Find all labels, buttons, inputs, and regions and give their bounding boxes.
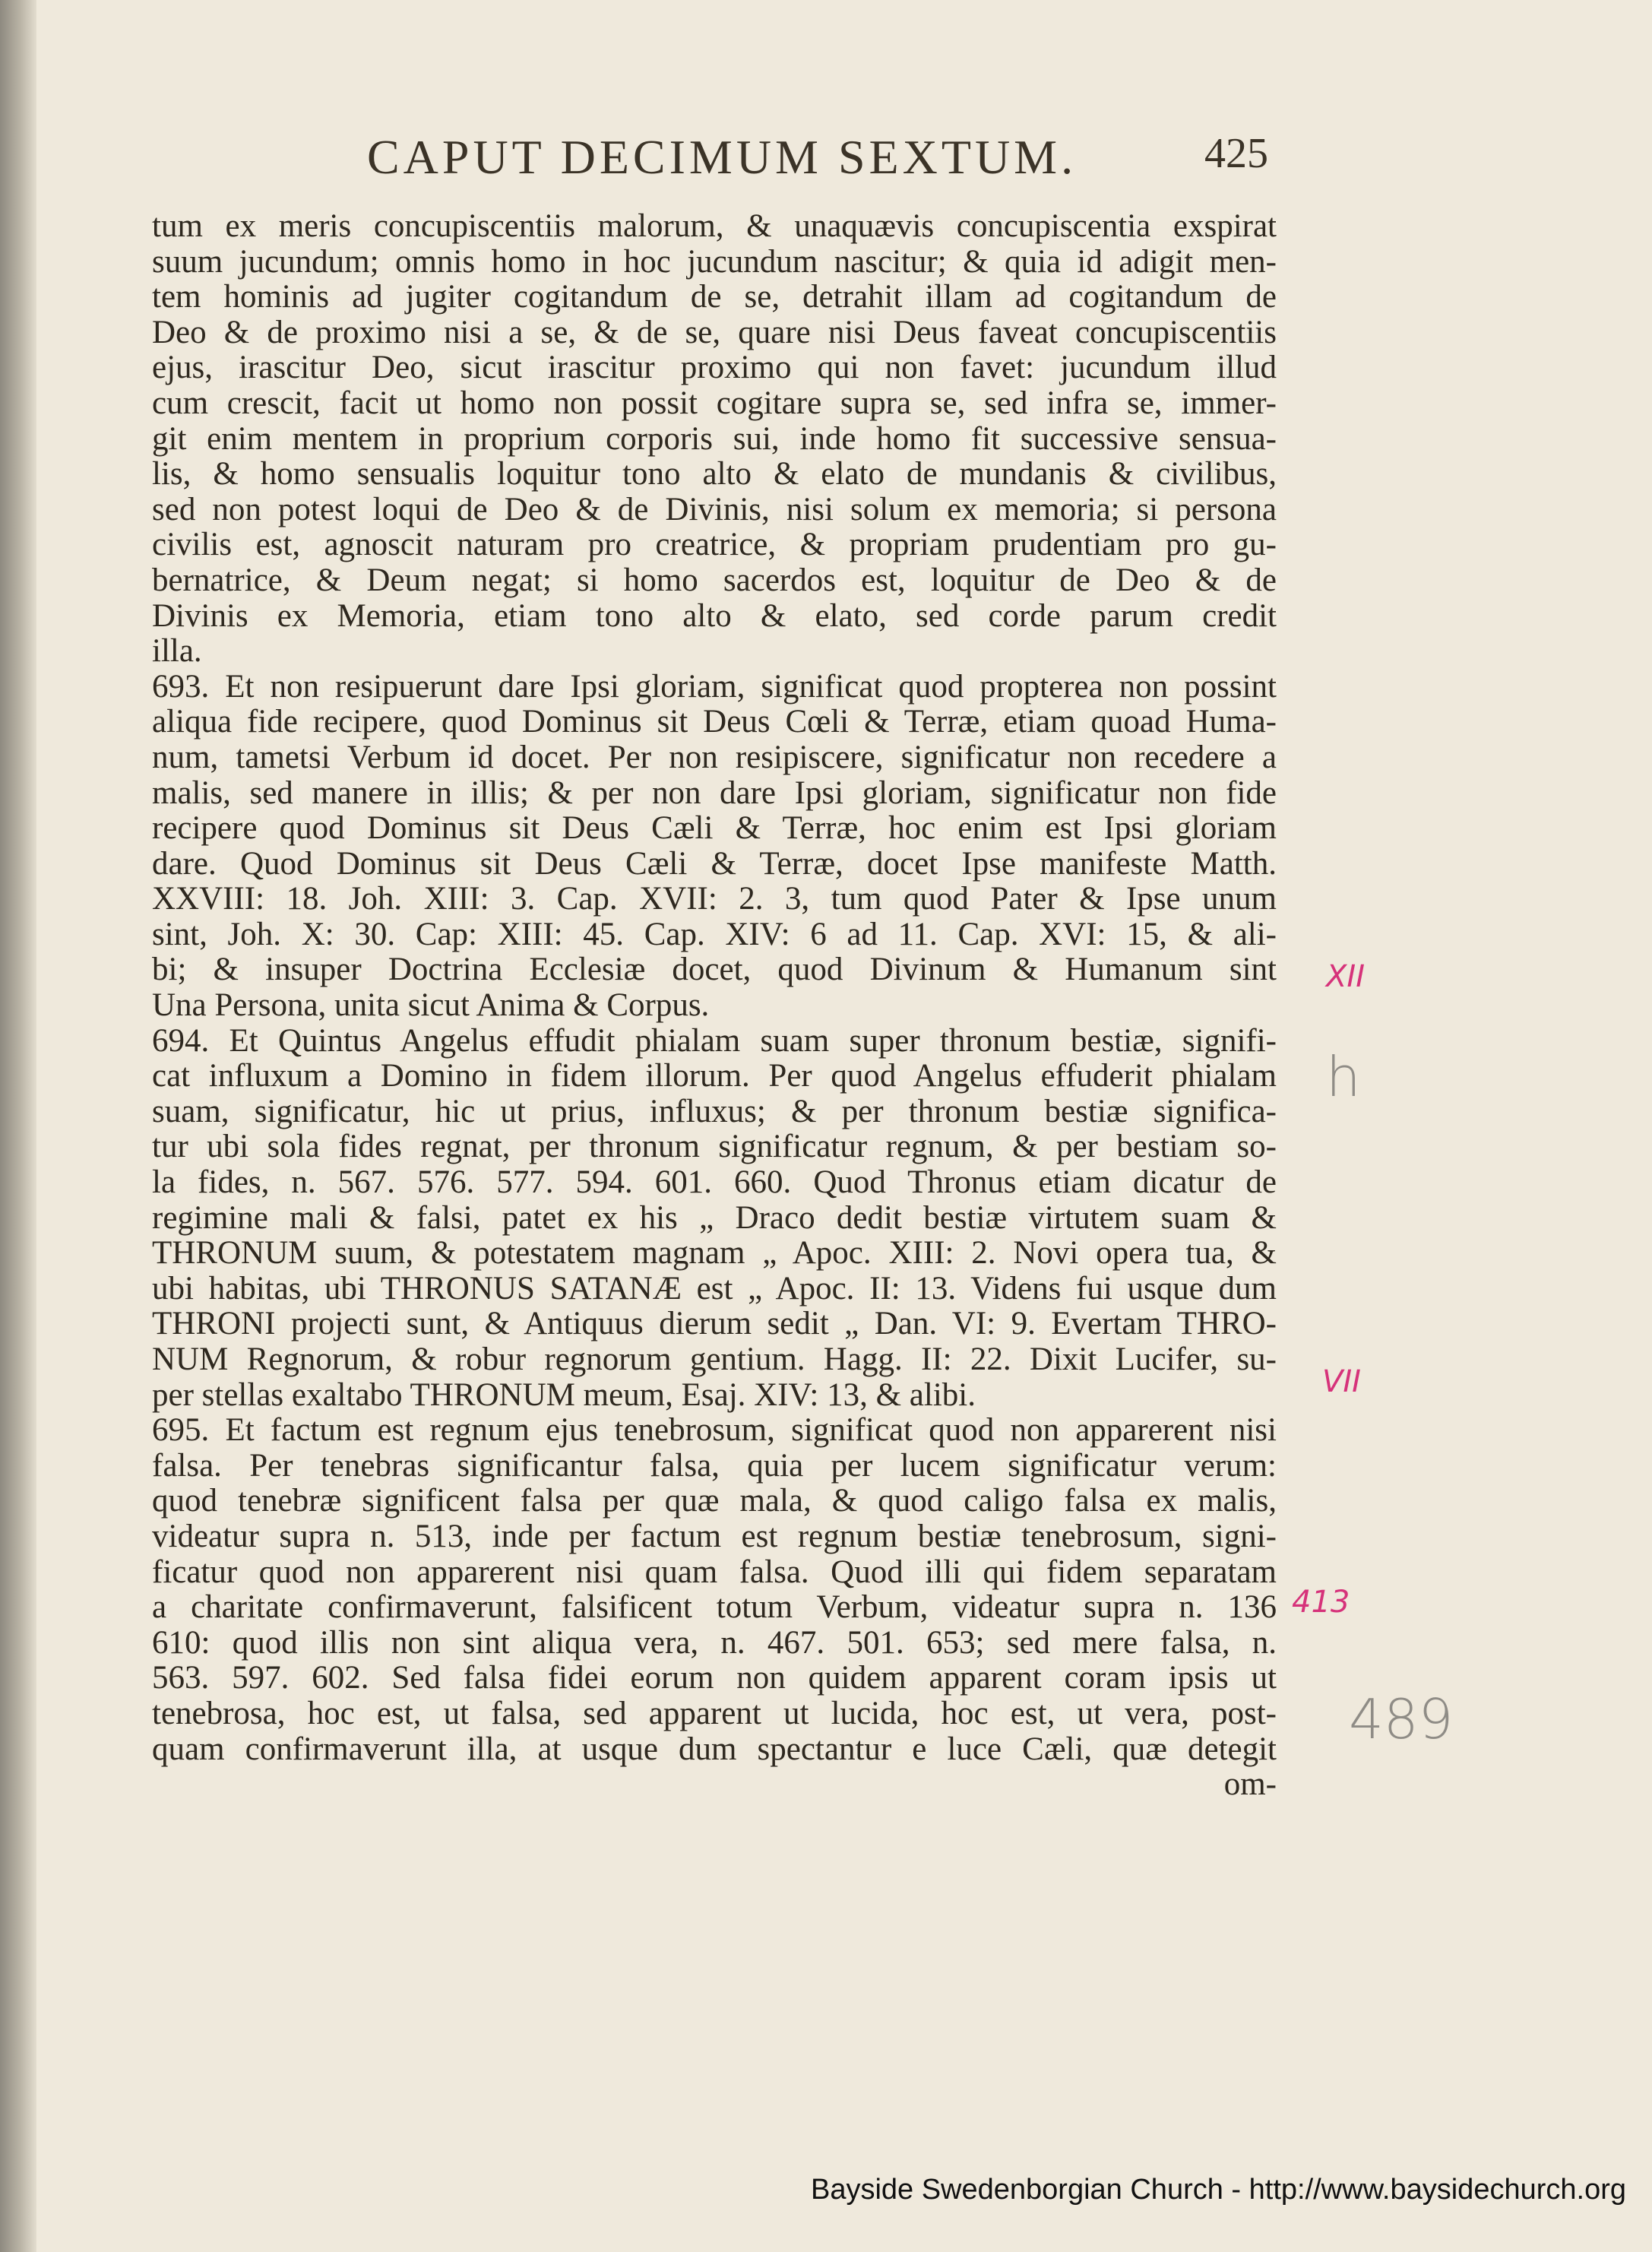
- text-line: cum crescit, facit ut homo non possit cogitare supra se, sed infra se, immer-: [152, 385, 1277, 421]
- text-line: ejus, irascitur Deo, sicut irascitur proximo qui non favet: jucundum illud: [152, 350, 1277, 386]
- text-line: ubi habitas, ubi THRONUS SATANÆ est „ Apoc. II: 13. Videns fui usque dum: [152, 1271, 1277, 1307]
- text-line: 693. Et non resipuerunt dare Ipsi gloriam, significat quod propterea non possint: [152, 669, 1277, 705]
- text-line: Una Persona, unita sicut Anima & Corpus.: [152, 988, 710, 1024]
- text-line: quam confirmaverunt illa, at usque dum spectantur e luce Cæli, quæ detegit: [152, 1731, 1277, 1767]
- text-line: falsa. Per tenebras significantur falsa, quia per lucem significatur verum:: [152, 1448, 1277, 1484]
- running-head: [152, 129, 1292, 198]
- text-line: git enim mentem in proprium corporis sui, inde homo fit successive sensua-: [152, 421, 1277, 457]
- text-line: civilis est, agnoscit naturam pro creatrice, & propriam prudentiam pro gu-: [152, 527, 1277, 563]
- text-line: a charitate confirmaverunt, falsificent totum Verbum, videatur supra n. 136: [152, 1590, 1277, 1626]
- text-line: bi; & insuper Doctrina Ecclesiæ docet, quod Divinum & Humanum sint: [152, 952, 1277, 988]
- text-line: 695. Et factum est regnum ejus tenebrosum, significat quod non apparerent nisi: [152, 1413, 1277, 1449]
- margin-note-413: 413: [1292, 1585, 1350, 1620]
- text-line: 563. 597. 602. Sed falsa fidei eorum non quidem apparent coram ipsis ut: [152, 1661, 1277, 1696]
- page-binding-shadow: [0, 0, 36, 2252]
- chapter-title: CAPUT DECIMUM SEXTUM.: [366, 130, 1078, 184]
- text-line: tur ubi sola fides regnat, per thronum significatur regnum, & per bestiam so-: [152, 1129, 1277, 1165]
- text-line: Divinis ex Memoria, etiam tono alto & elato, sed corde parum credit: [152, 598, 1277, 634]
- text-line: tum ex meris concupiscentiis malorum, & unaquævis concupiscentia exspirat: [152, 209, 1277, 244]
- text-line: malis, sed manere in illis; & per non dare Ipsi gloriam, significatur non fide: [152, 775, 1277, 811]
- text-line: quod tenebræ significent falsa per quæ mala, & quod caligo falsa ex malis,: [152, 1484, 1277, 1519]
- text-line: per stellas exaltabo THRONUM meum, Esaj. XIV: 13, & alibi.: [152, 1377, 976, 1413]
- margin-note-h: h: [1326, 1045, 1361, 1109]
- text-line: suum jucundum; omnis homo in hoc jucundum nascitur; & quia id adigit men-: [152, 244, 1277, 280]
- body-text: [152, 209, 1277, 1803]
- text-line: la fides, n. 567. 576. 577. 594. 601. 660. Quod Thronus etiam dicatur de: [152, 1165, 1277, 1201]
- text-line: dare. Quod Dominus sit Deus Cæli & Terræ, docet Ipse manifeste Matth.: [152, 846, 1277, 882]
- text-line: NUM Regnorum, & robur regnorum gentium. Hagg. II: 22. Dixit Lucifer, su-: [152, 1342, 1277, 1377]
- text-line: Deo & de proximo nisi a se, & de se, quare nisi Deus faveat concupiscentiis: [152, 315, 1277, 350]
- text-line: THRONI projecti sunt, & Antiquus dierum sedit „ Dan. VI: 9. Evertam THRO-: [152, 1307, 1277, 1342]
- text-line: THRONUM suum, & potestatem magnam „ Apoc. XIII: 2. Novi opera tua, &: [152, 1236, 1277, 1272]
- text-line: videatur supra n. 513, inde per factum est regnum bestiæ tenebrosum, signi-: [152, 1519, 1277, 1554]
- text-line: om-: [1223, 1767, 1277, 1803]
- text-line: 694. Et Quintus Angelus effudit phialam suam super thronum bestiæ, signifi-: [152, 1023, 1277, 1059]
- page-number: 425: [1204, 130, 1268, 177]
- text-line: sed non potest loqui de Deo & de Divinis, nisi solum ex memoria; si persona: [152, 492, 1277, 527]
- text-line: lis, & homo sensualis loquitur tono alto & elato de mundanis & civilibus,: [152, 457, 1277, 493]
- text-line: num, tametsi Verbum id docet. Per non resipiscere, significatur non recedere a: [152, 740, 1277, 775]
- text-line: recipere quod Dominus sit Deus Cæli & Terræ, hoc enim est Ipsi gloriam: [152, 811, 1277, 847]
- text-line: cat influxum a Domino in fidem illorum. Per quod Angelus effuderit phialam: [152, 1059, 1277, 1094]
- text-line: XXVIII: 18. Joh. XIII: 3. Cap. XVII: 2. 3, tum quod Pater & Ipse unum: [152, 882, 1277, 917]
- text-line: suam, significatur, hic ut prius, influxus; & per thronum bestiæ significa-: [152, 1094, 1277, 1129]
- margin-note-489: 489: [1349, 1687, 1454, 1751]
- text-line: regimine mali & falsi, patet ex his „ Draco dedit bestiæ virtutem suam &: [152, 1200, 1277, 1236]
- text-line: 610: quod illis non sint aliqua vera, n. 467. 501. 653; sed mere falsa, n.: [152, 1625, 1277, 1661]
- text-line: tenebrosa, hoc est, ut falsa, sed apparent ut lucida, hoc est, ut vera, post-: [152, 1696, 1277, 1731]
- margin-note-xii: XII: [1326, 959, 1365, 994]
- text-line: tem hominis ad jugiter cogitandum de se, detrahit illam ad cogitandum de: [152, 280, 1277, 315]
- text-line: illa.: [152, 634, 202, 670]
- text-line: ficatur quod non apparerent nisi quam falsa. Quod illi qui fidem separatam: [152, 1554, 1277, 1590]
- footer-credit: Bayside Swedenborgian Church - http://www.baysidechurch.org: [810, 2174, 1626, 2206]
- margin-note-vii: VII: [1322, 1364, 1361, 1399]
- text-line: aliqua fide recipere, quod Dominus sit Deus Cœli & Terræ, etiam quoad Huma-: [152, 705, 1277, 740]
- text-line: bernatrice, & Deum negat; si homo sacerdos est, loquitur de Deo & de: [152, 562, 1277, 598]
- text-line: sint, Joh. X: 30. Cap: XIII: 45. Cap. XIV: 6 ad 11. Cap. XVI: 15, & ali-: [152, 917, 1277, 952]
